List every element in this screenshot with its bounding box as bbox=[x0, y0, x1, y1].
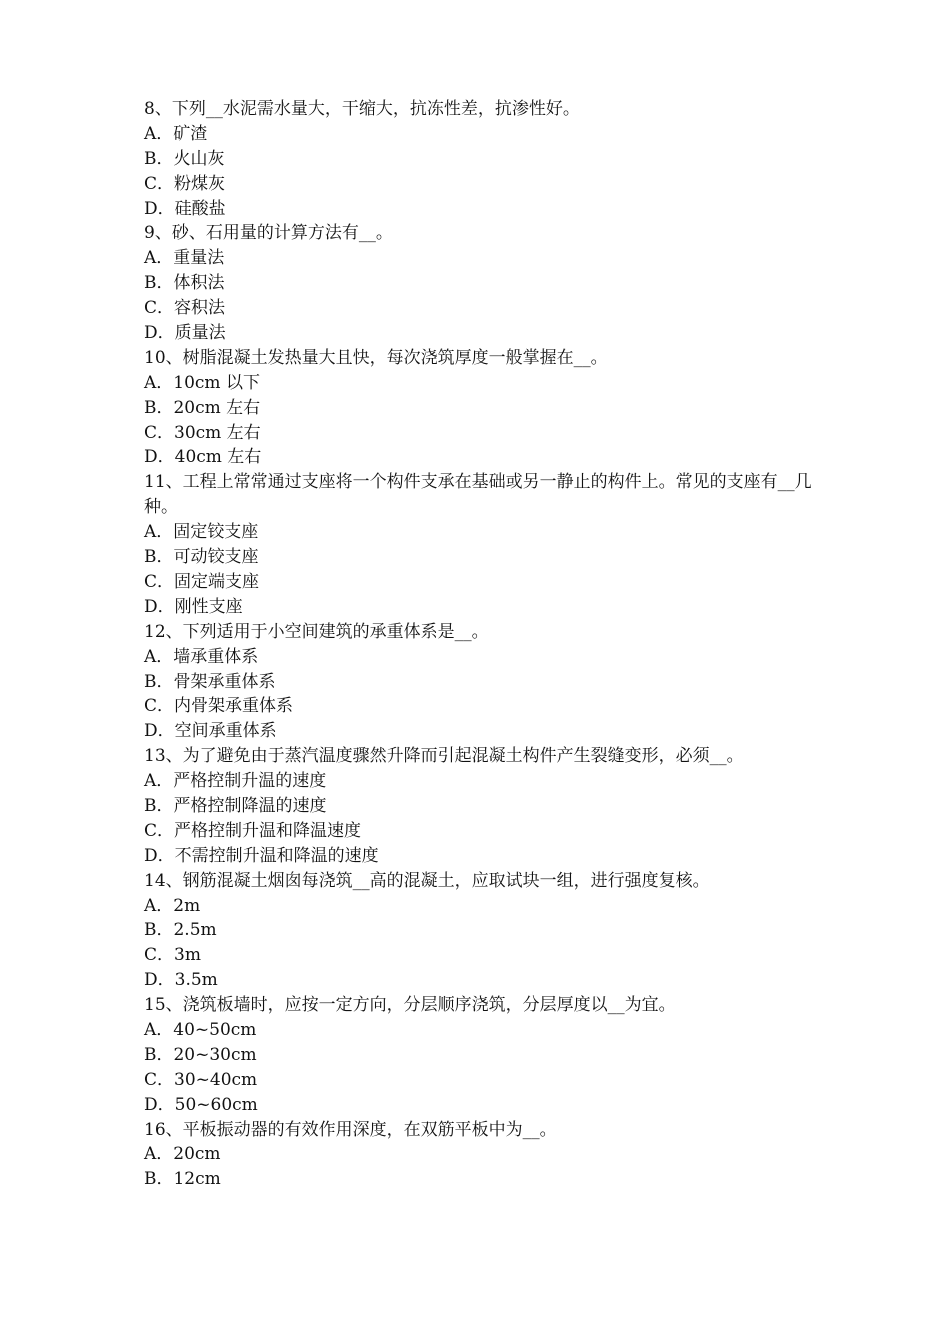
question-8-option-a: A．矿渣 bbox=[144, 123, 208, 144]
question-11-stem: 11、工程上常常通过支座将一个构件支承在基础或另一静止的构件上。常见的支座有__几种。 bbox=[144, 472, 812, 518]
question-13-option-d: D．不需控制升温和降温的速度 bbox=[144, 845, 379, 866]
question-14-option-d: D．3.5m bbox=[144, 970, 218, 991]
question-8-stem: 8、下列__水泥需水量大，干缩大，抗冻性差，抗渗性好。 bbox=[144, 99, 580, 119]
question-14-option-a: A．2m bbox=[144, 895, 201, 916]
question-14-option-c: C．3m bbox=[144, 945, 201, 966]
question-15-option-d: D．50~60cm bbox=[144, 1094, 258, 1115]
question-11-option-d: D．刚性支座 bbox=[144, 596, 243, 617]
document-body bbox=[144, 97, 824, 1192]
question-15-option-c: C．30~40cm bbox=[144, 1069, 258, 1090]
question-13-option-c: C．严格控制升温和降温速度 bbox=[144, 820, 362, 841]
question-11-option-b: B．可动铰支座 bbox=[144, 547, 259, 568]
question-8-option-d: D．硅酸盐 bbox=[144, 198, 226, 219]
question-10-option-a: A．10cm 以下 bbox=[144, 372, 260, 393]
question-8-option-b: B．火山灰 bbox=[144, 148, 225, 169]
question-16-stem: 16、平板振动器的有效作用深度，在双筋平板中为__。 bbox=[144, 1119, 557, 1140]
question-11-option-c: C．固定端支座 bbox=[144, 571, 260, 592]
question-10-option-d: D．40cm 左右 bbox=[144, 447, 262, 468]
question-16-option-a: A．20cm bbox=[144, 1144, 221, 1165]
question-9-option-a: A．重量法 bbox=[144, 248, 225, 269]
question-9-option-c: C．容积法 bbox=[144, 298, 226, 319]
question-12-option-a: A．墙承重体系 bbox=[144, 646, 259, 667]
question-15-stem: 15、浇筑板墙时，应按一定方向，分层顺序浇筑，分层厚度以__为宜。 bbox=[144, 995, 676, 1016]
question-10-option-c: C．30cm 左右 bbox=[144, 422, 261, 443]
question-10-stem: 10、树脂混凝土发热量大且快，每次浇筑厚度一般掌握在__。 bbox=[144, 347, 608, 368]
question-15-option-a: A．40~50cm bbox=[144, 1019, 257, 1040]
question-12-option-c: C．内骨架承重体系 bbox=[144, 696, 294, 717]
question-13-stem: 13、为了避免由于蒸汽温度骤然升降而引起混凝土构件产生裂缝变形，必须__。 bbox=[144, 746, 744, 767]
question-15-option-b: B．20~30cm bbox=[144, 1044, 257, 1065]
question-12-stem: 12、下列适用于小空间建筑的承重体系是__。 bbox=[144, 621, 489, 642]
question-11-option-a: A．固定铰支座 bbox=[144, 522, 259, 543]
question-13-option-b: B．严格控制降温的速度 bbox=[144, 795, 327, 816]
question-14-option-b: B．2.5m bbox=[144, 920, 217, 941]
question-9-option-b: B．体积法 bbox=[144, 273, 225, 294]
question-12-option-b: B．骨架承重体系 bbox=[144, 671, 276, 692]
question-16-option-b: B．12cm bbox=[144, 1169, 221, 1190]
question-14-stem: 14、钢筋混凝土烟囱每浇筑__高的混凝土，应取试块一组，进行强度复核。 bbox=[144, 870, 710, 891]
question-9-option-d: D．质量法 bbox=[144, 323, 226, 344]
question-9-stem: 9、砂、石用量的计算方法有__。 bbox=[144, 223, 393, 244]
question-12-option-d: D．空间承重体系 bbox=[144, 721, 277, 742]
question-10-option-b: B．20cm 左右 bbox=[144, 397, 261, 418]
question-13-option-a: A．严格控制升温的速度 bbox=[144, 771, 327, 792]
question-8-option-c: C．粉煤灰 bbox=[144, 173, 226, 194]
